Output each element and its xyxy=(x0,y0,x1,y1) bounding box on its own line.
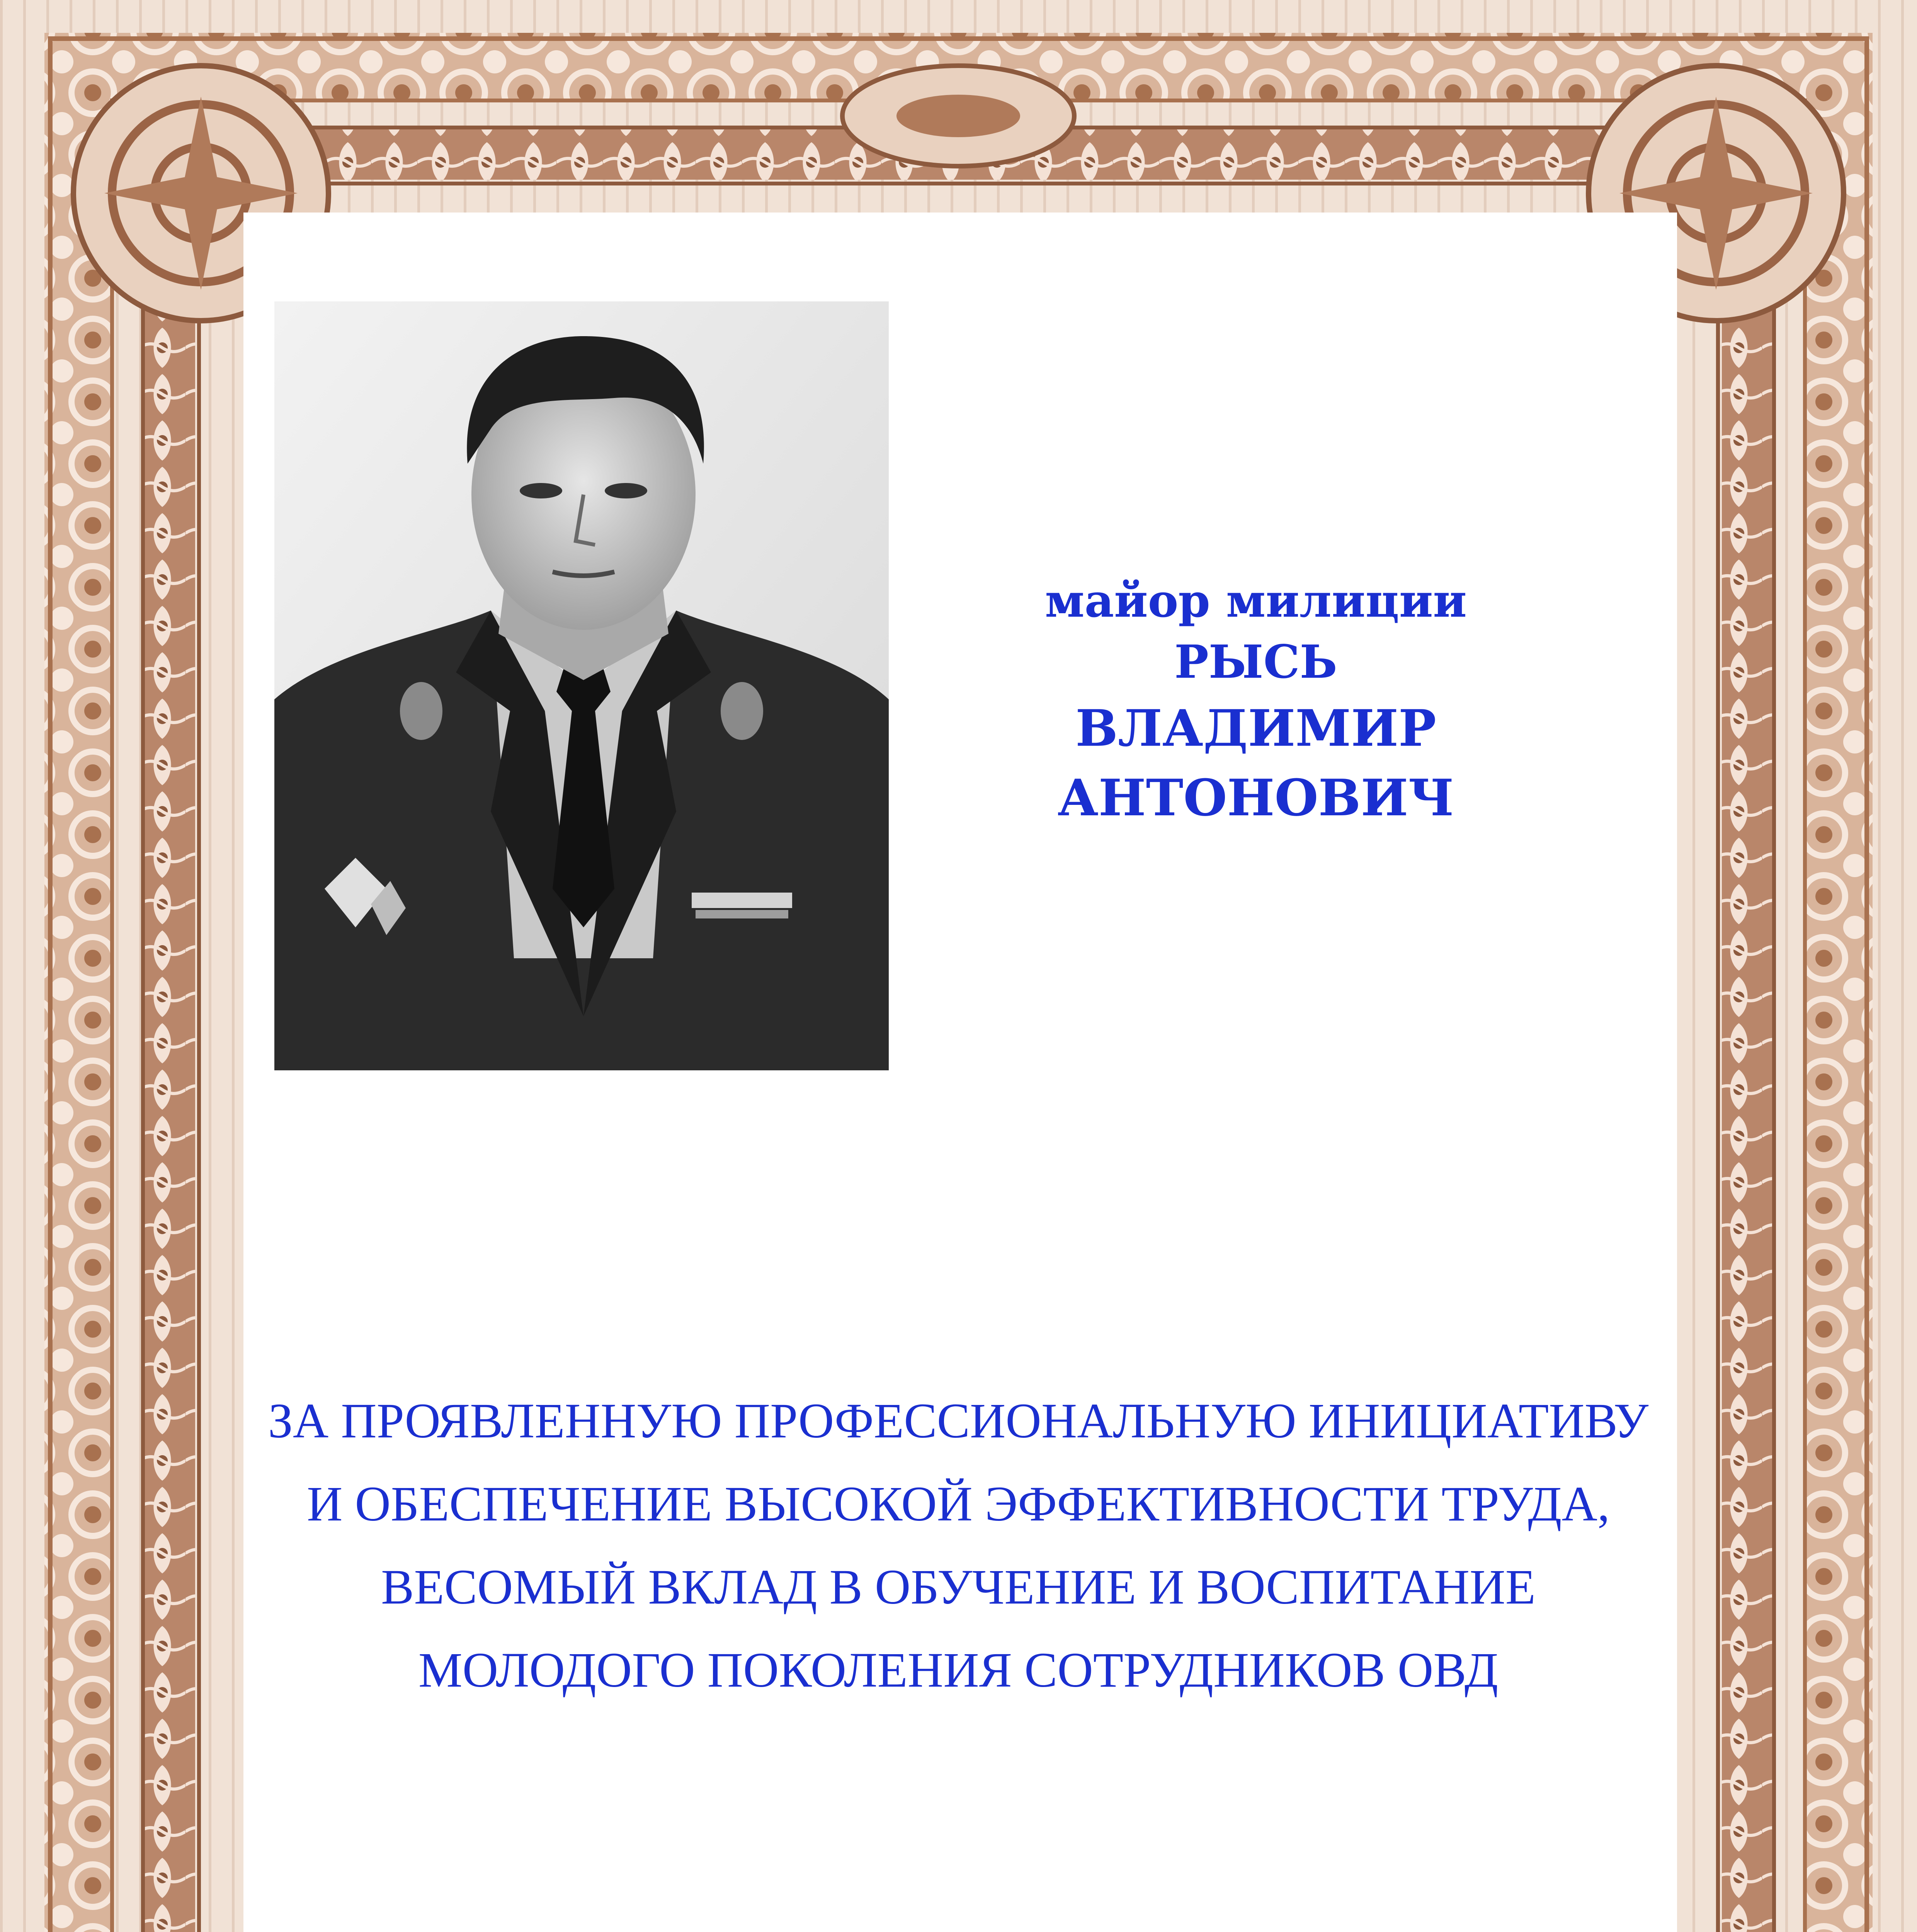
person-name-block xyxy=(896,572,1615,833)
citation-line: МОЛОДОГО ПОКОЛЕНИЯ СОТРУДНИКОВ ОВД xyxy=(418,1643,1499,1697)
person-rank: майор милиции xyxy=(1045,574,1467,628)
citation-line: ЗА ПРОЯВЛЕННУЮ ПРОФЕССИОНАЛЬНУЮ ИНИЦИАТИВУ xyxy=(268,1393,1649,1448)
citation-line: И ОБЕСПЕЧЕНИЕ ВЫСОКОЙ ЭФФЕКТИВНОСТИ ТРУДА, xyxy=(307,1476,1610,1531)
person-given-names: ВЛАДИМИР АНТОНОВИЧ xyxy=(1057,699,1454,827)
portrait-photo xyxy=(274,301,889,1070)
person-surname: РЫСЬ xyxy=(1174,635,1337,689)
citation-line: ВЕСОМЫЙ ВКЛАД В ОБУЧЕНИЕ И ВОСПИТАНИЕ xyxy=(381,1560,1536,1614)
citation-text xyxy=(232,1379,1685,1712)
